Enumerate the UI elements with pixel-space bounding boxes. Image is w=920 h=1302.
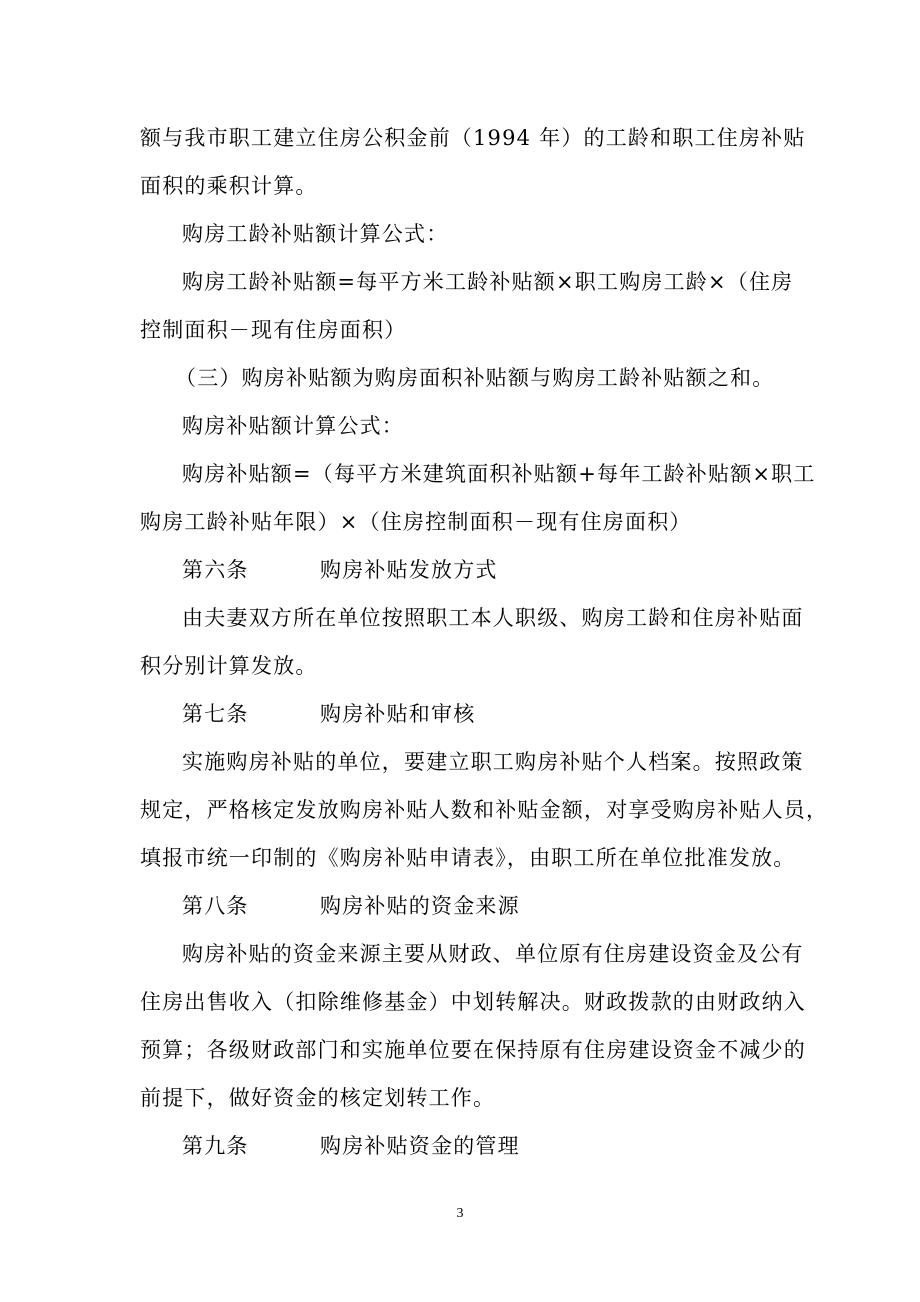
body-text-line: 购房补贴的资金来源主要从财政、单位原有住房建设资金及公有 bbox=[182, 942, 804, 966]
formula-line: 购房工龄补贴额=每平方米工龄补贴额×职工购房工龄×（住房 bbox=[182, 270, 794, 294]
article-six-heading bbox=[182, 556, 842, 584]
body-text-line: 住房出售收入（扣除维修基金）中划转解决。财政拨款的由财政纳入 bbox=[140, 990, 806, 1014]
formula-line: 购房补贴额=（每平方米建筑面积补贴额+每年工龄补贴额×职工 bbox=[182, 462, 816, 486]
article-number: 第七条 bbox=[182, 702, 249, 726]
article-number: 第八条 bbox=[182, 894, 249, 918]
article-seven-heading bbox=[182, 700, 842, 728]
formula-heading: 购房工龄补贴额计算公式： bbox=[182, 222, 449, 246]
section-three-text: （三）购房补贴额为购房面积补贴额与购房工龄补贴额之和。 bbox=[175, 366, 775, 390]
article-title: 购房补贴的资金来源 bbox=[320, 894, 520, 918]
body-text-line: 填报市统一印制的《购房补贴申请表》，由职工所在单位批准发放。 bbox=[140, 846, 796, 870]
article-number: 第九条 bbox=[182, 1134, 249, 1158]
article-title: 购房补贴资金的管理 bbox=[320, 1134, 520, 1158]
body-text-line: 积分别计算发放。 bbox=[140, 654, 318, 678]
article-title: 购房补贴和审核 bbox=[320, 702, 476, 726]
body-text-line: 面积的乘积计算。 bbox=[140, 174, 318, 198]
article-nine-heading bbox=[182, 1132, 842, 1160]
body-text-line: 实施购房补贴的单位，要建立职工购房补贴个人档案。按照政策 bbox=[182, 750, 804, 774]
body-text-line: 前提下，做好资金的核定划转工作。 bbox=[140, 1086, 496, 1110]
body-text-line: 预算；各级财政部门和实施单位要在保持原有住房建设资金不减少的 bbox=[140, 1038, 806, 1062]
formula-line: 购房工龄补贴年限）×（住房控制面积－现有住房面积） bbox=[140, 510, 692, 534]
page-number: 3 bbox=[456, 1206, 464, 1221]
formula-line: 控制面积－现有住房面积） bbox=[140, 318, 407, 342]
formula-heading: 购房补贴额计算公式： bbox=[182, 414, 404, 438]
body-text-line: 额与我市职工建立住房公积金前（1994 年）的工龄和职工住房补贴 bbox=[140, 126, 806, 150]
body-text-line: 规定，严格核定发放购房补贴人数和补贴金额，对享受购房补贴人员， bbox=[140, 798, 829, 822]
article-title: 购房补贴发放方式 bbox=[320, 558, 498, 582]
article-number: 第六条 bbox=[182, 558, 249, 582]
body-text-line: 由夫妻双方所在单位按照职工本人职级、购房工龄和住房补贴面 bbox=[182, 606, 804, 630]
article-eight-heading bbox=[182, 892, 842, 920]
